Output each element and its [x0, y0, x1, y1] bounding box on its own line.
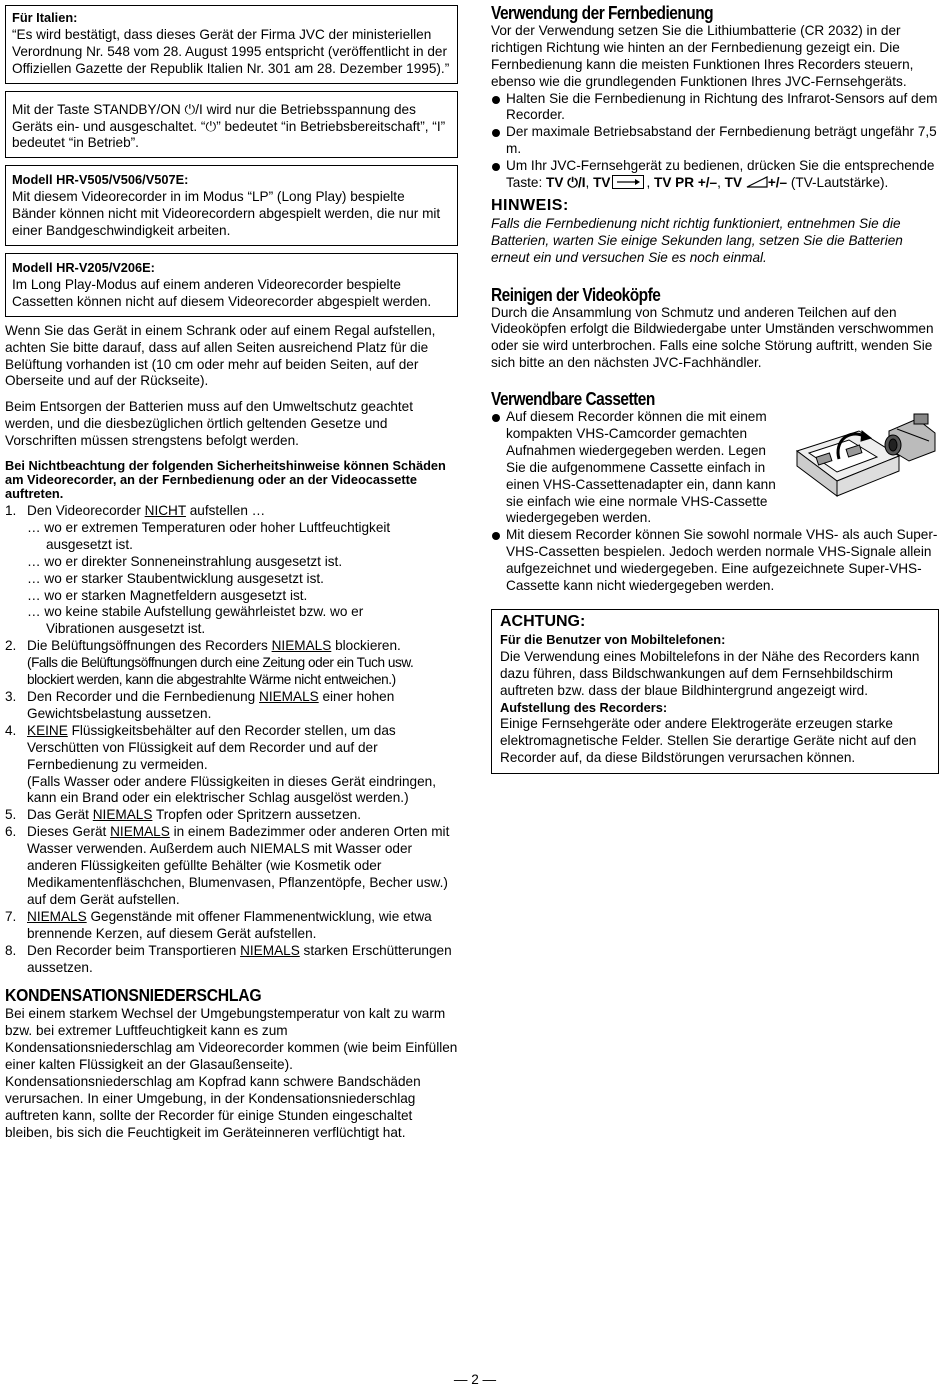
model-v205-lead: Modell HR-V205/V206E: [12, 259, 155, 275]
safety-subitem [5, 571, 458, 588]
tv-volume-sign: +/– [767, 175, 788, 191]
model-v505-lead: Modell HR-V505/V506/V507E: [12, 172, 189, 188]
safety-subitem [5, 604, 458, 638]
remote-bullet: Der maximale Betriebsabstand der Fernbedienung beträgt ungefähr 7,5 m. [491, 124, 939, 158]
cassette-bullet: Mit diesem Recorder können Sie sowohl normale VHS- als auch Super-VHS-Cassetten bespielen. Jedoch werden normale VHS-Signale allein aufgezeichnet und wiedergegeben. Eine aufgezeichnete Super-VHS-Cassette kann nicht wiedergegeben werden. [491, 527, 939, 595]
model-v505-text: Mit diesem Videorecorder in im Modus “LP” (Long Play) bespielte Bänder können nicht mit Videorecordern abgespielt werden, die nur mit einer Bandgeschwindigkeit arbeiten. [12, 189, 441, 239]
item-number: 7. [5, 908, 17, 924]
item-text: Das Gerät [27, 807, 93, 823]
italy-lead: Für Italien: [12, 10, 78, 25]
model-v205-box [5, 253, 458, 317]
standby-notice-box [5, 91, 458, 159]
item-text: Den Recorder beim Transportieren [27, 942, 241, 958]
tv-pr-key-label: TV PR +/– [654, 175, 718, 191]
safety-item-4 [5, 723, 458, 808]
hinweis-text: Falls die Fernbedienung nicht richtig funktioniert, entnehmen Sie die Batterien, warten Sie einige Sekunden lang, setzen Sie die Batterien erneut ein und versuchen Sie es noch einmal. [491, 215, 903, 265]
italy-notice-box [5, 5, 458, 84]
bullet-text: Um Ihr JVC-Fernsehgerät zu bedienen, drücken Sie die entsprechende Taste: [506, 158, 935, 191]
safety-subitem [5, 554, 458, 571]
item-emphasis: NICHT [144, 503, 186, 519]
cleaning-title: Reinigen der Videoköpfe [491, 284, 661, 305]
safety-item-7 [5, 909, 458, 943]
item-text: Gegenstände mit offener Flammenentwicklung, wie etwa brennende Kerzen, auf diesem Gerät aufstellen. [27, 908, 432, 941]
safety-subitem [5, 520, 458, 554]
remote-title: Verwendung der Fernbedienung [491, 3, 714, 23]
item-note: (Falls Wasser oder andere Flüssigkeiten in dieses Gerät eindringen, kann ein Brand oder ein elektrischer Schlag ausgelöst werden.) [27, 773, 437, 806]
item-emphasis: NIEMALS [271, 638, 332, 654]
safety-item-6 [5, 824, 458, 909]
safety-warning-lead: Bei Nichtbeachtung der folgenden Sicherheitshinweise können Schäden am Videorecorder, an der Fernbedienung oder an der Videocassette auftreten. [5, 458, 446, 502]
safety-item-8 [5, 943, 458, 977]
subitem-text: … wo er starken Magnetfeldern ausgesetzt ist. [27, 587, 308, 603]
subitem-text: … wo er direkter Sonneneinstrahlung ausgesetzt ist. [27, 553, 343, 569]
item-text: in einem Badezimmer oder anderen Orten mit Wasser verwenden. Außerdem auch NIEMALS mit Wasser oder anderen Flüssigkeiten gefüllte Behälter (wie Kosmetik oder Medikamentenfläschchen, Blumenvasen, Pflanzentöpfe, Becher usw.) auf dem Gerät aufstellen. [27, 824, 450, 907]
safety-item-1 [5, 503, 458, 520]
item-emphasis: NIEMALS [259, 689, 319, 704]
subitem-text: … wo er starker Staubentwicklung ausgesetzt ist. [27, 570, 324, 586]
cassettes-title: Verwendbare Cassetten [491, 389, 655, 410]
safety-list [5, 503, 458, 976]
item-text: Den Recorder und die Fernbedienung [27, 689, 260, 704]
item-emphasis: NIEMALS [240, 942, 300, 958]
item-number: 6. [5, 824, 17, 840]
item-emphasis: NIEMALS [110, 824, 170, 840]
item-text: Tropfen oder Spritzern aussetzen. [152, 807, 361, 823]
subitem-text: … wo er extremen Temperaturen oder hoher Luftfeuchtigkeit [27, 519, 391, 535]
volume-icon [746, 176, 768, 188]
safety-item-5 [5, 807, 458, 824]
condensation-text: Bei einem starkem Wechsel der Umgebungstemperatur von kalt zu warm bzw. bei extremer Luftfeuchtigkeit kann es zum Kondensationsniederschlag am Videorecorder kommen (wie beim Einfüllen einer kalten Flüssigkeit an der Glasaußenseite). Kondensationsniederschlag am Kopfrad kann schwere Bandschäden verursachen. In einer Umgebung, in der Kondensationsniederschlag auftreten kann, sollte der Recorder für einige Stunden eingeschaltet bleiben, bis sich die Feuchtigkeit im Geräteinneren verflüchtigt hat. [5, 1006, 458, 1140]
safety-item-2 [5, 638, 458, 689]
item-number: 2. [5, 638, 17, 654]
item-text: blockieren. [331, 638, 401, 654]
item-number: 4. [5, 722, 17, 738]
battery-disposal-paragraph: Beim Entsorgen der Batterien muss auf den Umweltschutz geachtet werden, und die diesbezüglichen örtlich geltenden Gesetze und Vorschriften müssen strengstens befolgt werden. [5, 399, 414, 449]
achtung-mobile-text: Die Verwendung eines Mobiltelefons in der Nähe des Recorders kann dazu führen, dass Bildschwankungen auf dem Fernsehbildschirm auftreten bzw. dass der blaue Bildhintergrund angezeigt wird. [500, 648, 920, 698]
achtung-mobile-lead: Für die Benutzer von Mobiltelefonen: [500, 631, 726, 647]
right-column [491, 5, 939, 774]
safety-subitem [5, 588, 458, 605]
item-emphasis: KEINE [27, 722, 68, 738]
safety-item-3 [5, 689, 458, 723]
achtung-placement-lead: Aufstellung des Recorders: [500, 699, 668, 715]
item-text: aufstellen … [185, 503, 266, 519]
item-text: starken Erschütterungen aussetzen. [27, 942, 452, 975]
left-column [5, 5, 458, 1142]
tv-input-key-label: TV [593, 175, 611, 191]
achtung-title: ACHTUNG: [500, 613, 586, 630]
remote-bullets [491, 91, 939, 192]
hinweis-title: HINWEIS: [491, 196, 569, 214]
page-number: — 2 — [453, 1372, 497, 1387]
bullet-text: (TV-Lautstärke). [787, 175, 889, 191]
cassettes-bullets [491, 409, 939, 595]
tv-volume-key-label: TV [724, 175, 743, 191]
cassette-bullet: Auf diesem Recorder können die mit einem kompakten VHS-Camcorder gemachten Aufnahmen wiedergegeben werden. Legen Sie die aufgenommene Cassette einfach in einen VHS-Cassettenadapter ein, dann kann sie einfach wie eine normale VHS-Cassette wiedergegeben werden. [491, 409, 939, 527]
item-emphasis: NIEMALS [92, 807, 153, 823]
achtung-placement-text: Einige Fernsehgeräte oder andere Elektrogeräte erzeugen starke elektromagnetische Felder. Stellen Sie derartige Geräte nicht auf den Recorder auf, da diese Bildstörungen verursachen können. [500, 716, 917, 766]
item-text: Flüssigkeitsbehälter auf den Recorder stellen, um das Verschütten von Flüssigkeit auf dem Recorder und auf der Fernbedienung zu vermeiden. [27, 722, 396, 772]
model-v505-box [5, 165, 458, 246]
subitem-text: … wo keine stabile Aufstellung gewährleistet bzw. wo er [27, 604, 364, 620]
tv-power-key-label: TV ⏻/I [546, 175, 586, 191]
item-text: Den Videorecorder [27, 503, 145, 519]
italy-text: “Es wird bestätigt, dass dieses Gerät der Firma JVC der ministeriellen Verordnung Nr. 548 vom 28. August 1995 entspricht (veröffentlicht in der Offiziellen Gazette der Republik Italien Nr. 301 am 28. Dezember 1995).” [12, 26, 450, 76]
tv-input-icon [612, 175, 644, 189]
item-note: (Falls die Belüftungsöffnungen durch eine Zeitung oder ein Tuch usw. blockiert werden, kann die abgestrahlte Wärme nicht entweichen.) [27, 655, 414, 688]
item-text: Die Belüftungsöffnungen des Recorders [27, 638, 272, 654]
standby-text: Mit der Taste STANDBY/ON ⏻/I wird nur die Betriebsspannung des Geräts ein- und ausgeschaltet. “⏻” bedeutet “in Betriebsbereitschaft”, “I” bedeutet “in Betrieb”. [12, 101, 446, 151]
model-v205-text: Im Long Play-Modus auf einem anderen Videorecorder bespielte Cassetten können nicht auf diesem Videorecorder abgespielt werden. [12, 276, 432, 309]
cleaning-text: Durch die Ansammlung von Schmutz und anderen Teilchen auf den Videoköpfen erfolgt die Bildwiedergabe unter Umständen verschwommen oder sie wird unterbrochen. Falls eine solche Störung auftritt, wenden Sie sich bitte an den nächsten JVC-Fachhändler. [491, 304, 934, 371]
remote-bullet: Halten Sie die Fernbedienung in Richtung des Infrarot-Sensors auf dem Recorder. [491, 91, 939, 125]
subitem-text: Vibrationen ausgesetzt ist. [46, 621, 206, 637]
item-text: einer hohen Gewichtsbelastung aussetzen. [27, 689, 395, 721]
subitem-text: ausgesetzt ist. [46, 536, 133, 552]
item-number: 1. [5, 503, 17, 519]
item-number: 8. [5, 942, 17, 958]
item-emphasis: NIEMALS [27, 908, 87, 924]
condensation-title: KONDENSATIONSNIEDERSCHLAG [5, 985, 262, 1006]
item-number: 5. [5, 807, 17, 823]
remote-text: Vor der Verwendung setzen Sie die Lithiumbatterie (CR 2032) in der richtigen Richtung wie hinten an der Fernbedienung gezeigt ein. Die Fernbedienung kann die meisten Funktionen Ihres Recorders steuern, ebenso wie die grundlegenden Funktionen Ihres JVC-Fernsehgeräts. [491, 22, 914, 89]
item-number: 3. [5, 689, 17, 704]
remote-bullet: Um Ihr JVC-Fernsehgerät zu bedienen, drücken Sie die entsprechende Taste: TV ⏻/I, TV , TV PR +/–, TV +/– (TV-Lautstärke). [491, 158, 939, 192]
item-text: Dieses Gerät [27, 824, 111, 840]
ventilation-paragraph: Wenn Sie das Gerät in einem Schrank oder auf einem Regal aufstellen, achten Sie bitte darauf, dass auf allen Seiten ausreichend Platz für die Belüftung vorhanden ist (10 cm oder mehr auf beiden Seiten, auf der Oberseite und auf der Rückseite). [5, 322, 436, 389]
achtung-box [491, 609, 939, 774]
